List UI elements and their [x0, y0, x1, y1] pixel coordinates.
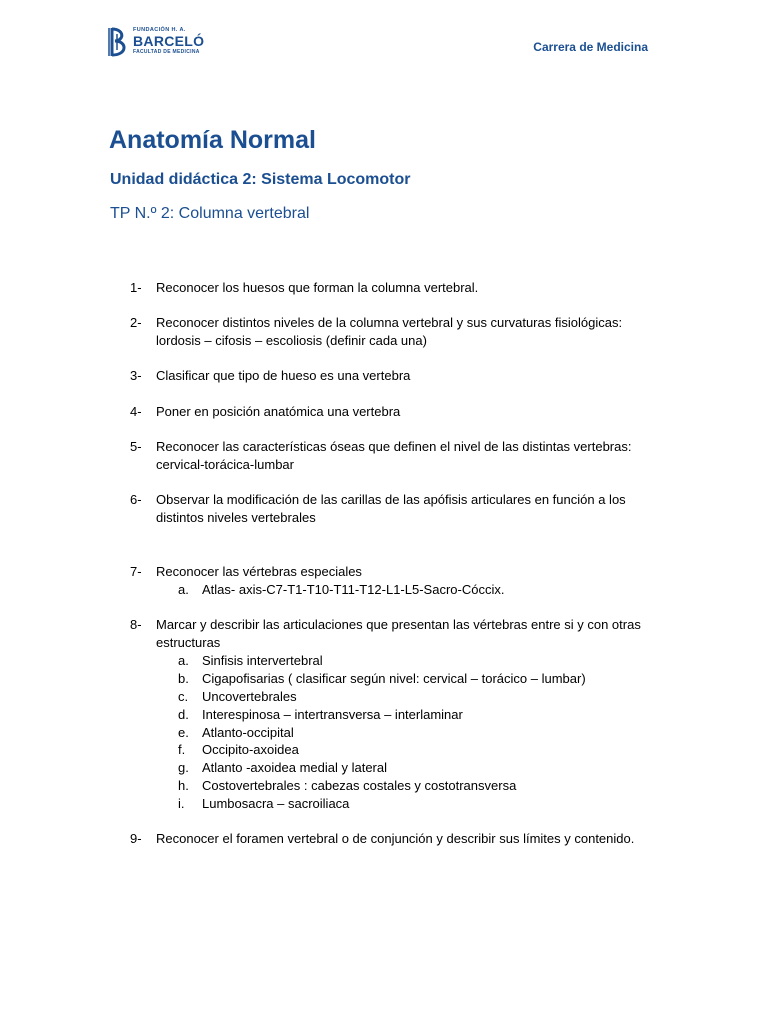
sub-item-letter: b.	[178, 671, 189, 686]
barcelo-logo	[108, 26, 218, 60]
sub-item-text: Interespinosa – intertransversa – interlaminar	[202, 707, 463, 722]
logo-name-text: BARCELÓ	[133, 33, 205, 49]
item-number: 8-	[130, 617, 142, 632]
item-text: Reconocer los huesos que forman la columna vertebral.	[156, 280, 479, 295]
practical-work-title: TP N.º 2: Columna vertebral	[110, 205, 310, 222]
item-number: 4-	[130, 404, 142, 419]
sub-item-letter: f.	[178, 742, 186, 757]
sub-item-text: Cigapofisarias ( clasificar según nivel: cervical – torácico – lumbar)	[202, 671, 586, 686]
sub-item-text: Costovertebrales : cabezas costales y costotransversa	[202, 778, 517, 793]
unit-subtitle: Unidad didáctica 2: Sistema Locomotor	[110, 171, 411, 188]
logo-faculty-text: FACULTAD DE MEDICINA	[133, 49, 200, 55]
item-text: Marcar y describir las articulaciones que presentan las vértebras entre si y con otras estructuras	[156, 617, 641, 650]
item-text: Observar la modificación de las carillas de las apófisis articulares en función a los distintos niveles vertebrales	[156, 492, 626, 525]
item-number: 6-	[130, 492, 142, 507]
career-label: Carrera de Medicina	[533, 40, 648, 54]
barcelo-emblem-icon	[108, 26, 130, 58]
page-header	[0, 0, 768, 80]
sub-item-letter: g.	[178, 760, 189, 775]
sub-item-letter: a.	[178, 653, 189, 668]
sub-item-text: Occipito-axoidea	[202, 742, 299, 757]
sub-item-letter: d.	[178, 707, 189, 722]
item-text: Reconocer el foramen vertebral o de conjunción y describir sus límites y contenido.	[156, 831, 635, 846]
item-number: 7-	[130, 564, 142, 579]
item-number: 1-	[130, 280, 142, 295]
logo-foundation-text: FUNDACIÓN H. A.	[133, 27, 186, 33]
item-text: Poner en posición anatómica una vertebra	[156, 404, 401, 419]
sub-item-text: Atlanto-occipital	[202, 725, 294, 740]
sub-item-letter: c.	[178, 689, 189, 704]
sub-item-letter: i.	[178, 796, 185, 811]
sub-item-letter: h.	[178, 778, 189, 793]
document-title: Anatomía Normal	[109, 126, 316, 154]
sub-item-letter: a.	[178, 582, 189, 597]
sub-item-text: Atlanto -axoidea medial y lateral	[202, 760, 387, 775]
sub-item-text: Sinfisis intervertebral	[202, 653, 323, 668]
item-text: Reconocer las características óseas que definen el nivel de las distintas vertebras: cervical-torácica-lumbar	[156, 439, 632, 472]
item-number: 9-	[130, 831, 142, 846]
item-number: 5-	[130, 439, 142, 454]
sub-item-letter: e.	[178, 725, 189, 740]
item-number: 2-	[130, 315, 142, 330]
item-text: Clasificar que tipo de hueso es una vertebra	[156, 368, 411, 383]
item-text: Reconocer las vértebras especiales	[156, 564, 362, 579]
sub-item-text: Uncovertebrales	[202, 689, 297, 704]
sub-item-text: Atlas- axis-C7-T1-T10-T11-T12-L1-L5-Sacro-Cóccix.	[202, 582, 505, 597]
item-text: Reconocer distintos niveles de la columna vertebral y sus curvaturas fisiológicas: lordosis – cifosis – escoliosis (definir cada una)	[156, 315, 623, 348]
sub-item-text: Lumbosacra – sacroiliaca	[202, 796, 350, 811]
item-number: 3-	[130, 368, 142, 383]
